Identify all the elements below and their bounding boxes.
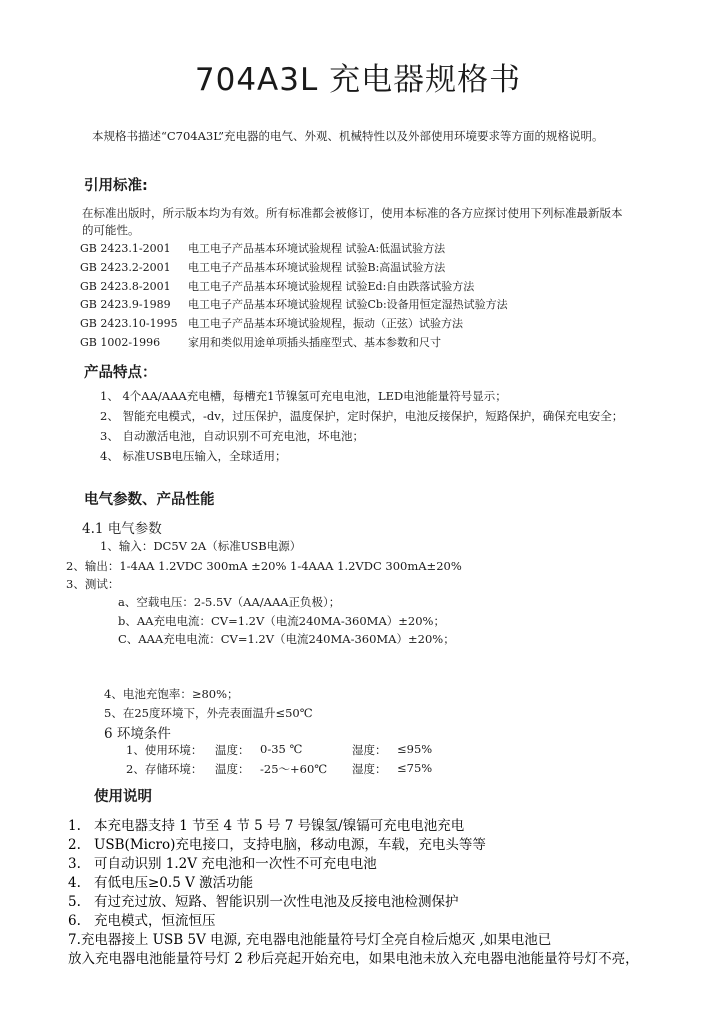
features-heading: 产品特点： — [84, 365, 157, 381]
standard-desc: 家用和类似用途单项插头插座型式、基本参数和尺寸 — [188, 336, 441, 349]
standard-code: GB 2423.2-2001 — [80, 261, 171, 274]
standard-row — [80, 315, 463, 331]
references-heading: 引用标准: — [84, 178, 148, 194]
usage-item-number: 4. — [68, 875, 81, 891]
usage-item-text: 有过充过放、短路、智能识别一次性电池及反接电池检测保护 — [94, 894, 459, 910]
feature-item: 1、 4个AA/AAA充电槽，每槽充1节镍氢可充电电池，LED电池能量符号显示； — [100, 389, 507, 403]
electrical-subheading: 4.1 电气参数 — [82, 521, 162, 537]
env-label: 1、使用环境： — [126, 743, 203, 757]
test-label: 3、测试： — [66, 577, 120, 591]
usage-item-number: 6. — [68, 913, 81, 929]
environment-heading: 6 环境条件 — [104, 726, 171, 742]
env-temp-label: 温度： — [215, 762, 250, 776]
standard-row — [80, 240, 445, 256]
page-title: 704A3L 充电器规格书 — [194, 62, 522, 98]
standard-code: GB 2423.10-1995 — [80, 317, 178, 330]
temp-rise-spec: 5、在25度环境下，外壳表面温升≤50℃ — [104, 706, 313, 720]
standard-desc: 电工电子产品基本环境试验规程 试验B:高温试验方法 — [188, 261, 446, 274]
usage-item-7-line: 放入充电器电池能量符号灯 2 秒后亮起开始充电，如果电池未放入充电器电池能量符号灯不亮， — [68, 951, 639, 967]
usage-item — [68, 833, 486, 853]
standard-row — [80, 278, 474, 294]
standard-desc: 电工电子产品基本环境试验规程 试验Cb:设备用恒定湿热试验方法 — [188, 298, 508, 311]
usage-item-number: 1. — [68, 818, 81, 834]
usage-item-text: USB(Micro)充电接口，支持电脑，移动电源，车载，充电头等等 — [94, 837, 486, 853]
usage-item-number: 2. — [68, 837, 81, 853]
standard-row — [80, 334, 441, 350]
usage-heading: 使用说明 — [94, 789, 152, 805]
usage-item — [68, 909, 216, 929]
standard-desc: 电工电子产品基本环境试验规程 试验A:低温试验方法 — [188, 242, 446, 255]
usage-item-text: 本充电器支持 1 节至 4 节 5 号 7 号镍氢/镍镉可充电电池充电 — [94, 818, 465, 834]
usage-item — [68, 871, 253, 891]
standard-desc: 电工电子产品基本环境试验规程，振动（正弦）试验方法 — [188, 317, 463, 330]
intro-paragraph: 本规格书描述“C704A3L”充电器的电气、外观、机械特性以及外部使用环境要求等方面的规格说明。 — [92, 129, 604, 143]
usage-item-number: 5. — [68, 894, 81, 910]
usage-item — [68, 852, 377, 872]
env-temp-value: 0-35 ℃ — [260, 742, 303, 756]
env-humidity-label: 湿度： — [352, 743, 387, 757]
env-temp-value: -25～+60℃ — [260, 762, 328, 776]
usage-item-number: 3. — [68, 856, 81, 872]
test-item: C、AAA充电电流：CV=1.2V（电流240MA-360MA）±20%； — [118, 632, 455, 646]
feature-item: 4、 标准USB电压输入，全球适用； — [100, 449, 287, 463]
input-spec: 1、输入：DC5V 2A（标准USB电源） — [100, 539, 302, 553]
references-description-line: 的可能性。 — [82, 223, 140, 237]
env-label: 2、存储环境： — [126, 762, 203, 776]
env-humidity-label: 湿度： — [352, 762, 387, 776]
feature-item: 2、 智能充电模式，-dv，过压保护，温度保护，定时保护，电池反接保护，短路保护，确保充电安全； — [100, 409, 624, 423]
test-item: a、空载电压：2-5.5V（AA/AAA正负极）； — [118, 595, 341, 609]
standard-code: GB 2423.1-2001 — [80, 242, 171, 255]
electrical-heading: 电气参数、产品性能 — [84, 492, 215, 508]
standard-code: GB 2423.8-2001 — [80, 280, 171, 293]
standard-row — [80, 296, 508, 312]
saturation-spec: 4、电池充饱率：≥80%； — [104, 687, 239, 701]
output-spec: 2、输出：1-4AA 1.2VDC 300mA ±20% 1-4AAA 1.2VDC 300mA±20% — [66, 559, 462, 573]
usage-item-text: 可自动识别 1.2V 充电池和一次性不可充电电池 — [94, 856, 377, 872]
usage-item — [68, 814, 464, 834]
usage-item-7-line: 7.充电器接上 USB 5V 电源, 充电器电池能量符号灯全亮自检后熄灭 ,如果电池已 — [68, 932, 552, 948]
test-item: b、AA充电电流：CV=1.2V（电流240MA-360MA）±20%； — [118, 614, 445, 628]
usage-item-text: 充电模式，恒流恒压 — [94, 913, 216, 929]
feature-item: 3、 自动激活电池，自动识别不可充电池，坏电池； — [100, 429, 364, 443]
env-temp-label: 温度： — [215, 743, 250, 757]
env-humidity-value: ≤95% — [397, 742, 433, 756]
standard-code: GB 1002-1996 — [80, 336, 161, 349]
references-description-line: 在标准出版时，所示版本均为有效。所有标准都会被修订，使用本标准的各方应探讨使用下列标准最新版本 — [82, 206, 623, 220]
env-humidity-value: ≤75% — [397, 761, 433, 775]
usage-item-text: 有低电压≥0.5 V 激活功能 — [94, 875, 254, 891]
standard-code: GB 2423.9-1989 — [80, 298, 171, 311]
usage-item — [68, 890, 459, 910]
standard-row — [80, 259, 445, 275]
standard-desc: 电工电子产品基本环境试验规程 试验Ed:自由跌落试验方法 — [188, 280, 475, 293]
